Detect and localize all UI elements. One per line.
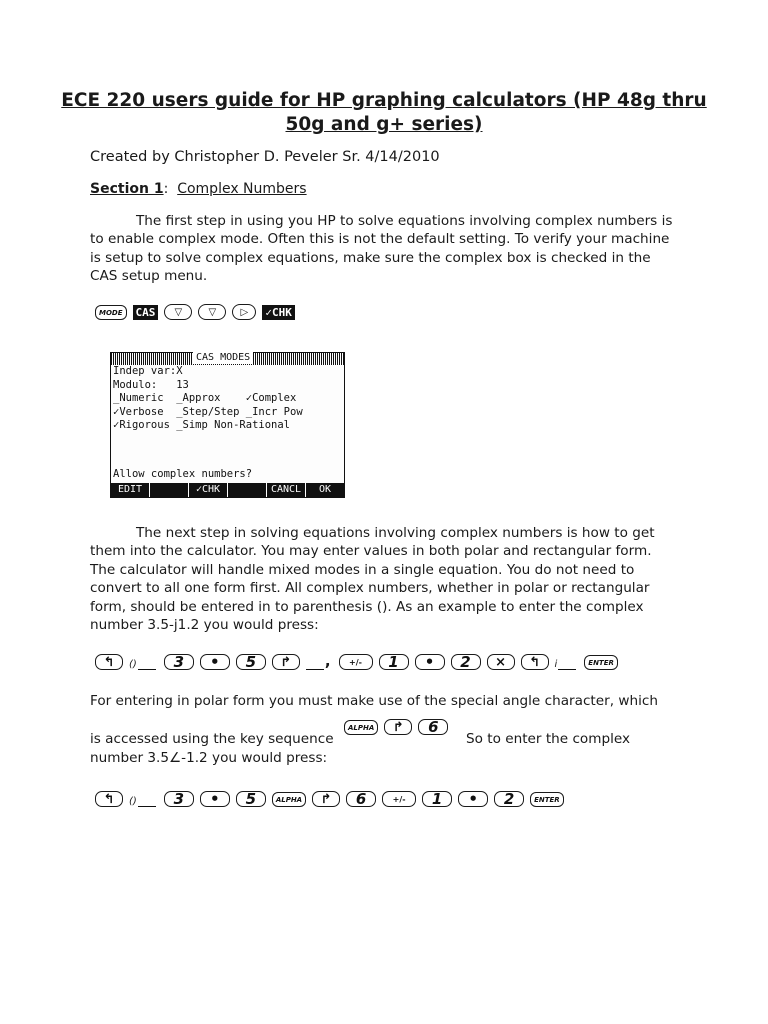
key-2: 2 (451, 654, 481, 670)
softkey-blank (150, 483, 189, 497)
key-dot: • (200, 654, 230, 670)
softkey-blank (228, 483, 267, 497)
mode-key: MODE (95, 305, 127, 320)
section-colon: : (163, 181, 169, 197)
key-5: 5 (236, 654, 266, 670)
screen-line: Modulo: 13 (113, 378, 189, 391)
key-2: 2 (494, 791, 524, 807)
key-dot: • (458, 791, 488, 807)
down-arrow-icon: ▽ (198, 304, 226, 320)
key-5: 5 (236, 791, 266, 807)
comma-symbol: , (324, 652, 331, 670)
negate-key: +/- (382, 791, 416, 807)
right-shift-key: ↱ (384, 719, 412, 735)
left-shift-key: ↰ (95, 654, 123, 670)
down-arrow-icon: ▽ (164, 304, 192, 320)
screen-line: ✓Rigorous _Simp Non-Rational (113, 419, 291, 431)
key-1: 1 (379, 654, 409, 670)
key-1: 1 (422, 791, 452, 807)
section-label: Section 1 (90, 181, 164, 197)
right-shift-key: ↱ (272, 654, 300, 670)
imaginary-symbol: i (554, 659, 558, 670)
softkey-cancel: CANCL (267, 483, 306, 497)
key-sequence-polar (95, 791, 570, 807)
right-arrow-icon: ▷ (232, 304, 256, 320)
multiply-key: × (487, 654, 515, 670)
section-heading (90, 181, 307, 197)
screen-header (111, 353, 344, 365)
comma-label (306, 654, 331, 670)
key-sequence-angle (344, 719, 454, 735)
parenthesis-label (129, 791, 156, 807)
screen-softkeys (111, 483, 344, 497)
softkey-ok: OK (318, 484, 332, 495)
key-sequence-rectangular (95, 654, 624, 670)
parenthesis-symbol: () (129, 796, 137, 807)
screen-line: ✓Verbose _Step/Step _Incr Pow (113, 405, 303, 418)
softkey-edit: EDIT (111, 483, 150, 497)
paragraph-1-text: The first step in using you HP to solve equations involving complex numbers is to enable complex mode. Often this is not the default setting. To verify your machine is setup to solve complex equations, make sure the complex box is checked in the CAS setup menu. (90, 213, 673, 285)
negate-key: +/- (339, 654, 373, 670)
key-6: 6 (346, 791, 376, 807)
softkey-chk: ✓CHK (189, 483, 228, 497)
enter-key: ENTER (530, 792, 564, 807)
screen-line: Indep var:X (113, 365, 183, 377)
screen-header-label: CAS MODES (193, 352, 253, 364)
document-title: ECE 220 users guide for HP graphing calculators (HP 48g thru 50g and g+ series) (61, 90, 707, 135)
parenthesis-symbol: () (129, 659, 137, 670)
paragraph-polar-number: number 3.5∠-1.2 you would press: (90, 750, 328, 766)
paragraph-entering-complex (90, 524, 680, 634)
left-shift-key: ↰ (521, 654, 549, 670)
paragraph-enable-complex (90, 212, 680, 286)
enter-key: ENTER (584, 655, 618, 670)
section-title: Complex Numbers (177, 181, 307, 197)
cas-menu-key: CAS (133, 305, 159, 320)
key-6: 6 (418, 719, 448, 735)
paragraph-polar-intro: For entering in polar form you must make use of the special angle character, which (90, 693, 658, 709)
i-label (555, 654, 577, 670)
cas-modes-screen (110, 352, 345, 498)
paragraph-key-sequence-text: is accessed using the key sequence (90, 731, 334, 747)
parenthesis-label (129, 654, 156, 670)
key-dot: • (200, 791, 230, 807)
right-shift-key: ↱ (312, 791, 340, 807)
chk-menu-key: ✓CHK (262, 305, 295, 320)
key-3: 3 (164, 791, 194, 807)
paragraph-2-text: The next step in solving equations involving complex numbers is how to get them into the calculator. You may enter values in both polar and rectangular form. The calculator will handle mixed modes in a single equation. You do not need to convert to all one form first. All complex numbers, whether in polar or rectangular form, should be entered in to parenthesis (). As an example to enter the complex number 3.5-j1.2 you would press: (90, 525, 655, 634)
alpha-key: ALPHA (344, 720, 378, 735)
key-dot: • (415, 654, 445, 670)
screen-line: _Numeric _Approx ✓Complex (113, 392, 297, 404)
key-3: 3 (164, 654, 194, 670)
key-sequence-cas-setup (95, 304, 301, 320)
paragraph-so-to-enter: So to enter the complex (466, 731, 631, 747)
author-line: Created by Christopher D. Peveler Sr. 4/14/2010 (90, 149, 440, 165)
screen-prompt: Allow complex numbers? (113, 467, 253, 480)
left-shift-key: ↰ (95, 791, 123, 807)
alpha-key: ALPHA (272, 792, 306, 807)
